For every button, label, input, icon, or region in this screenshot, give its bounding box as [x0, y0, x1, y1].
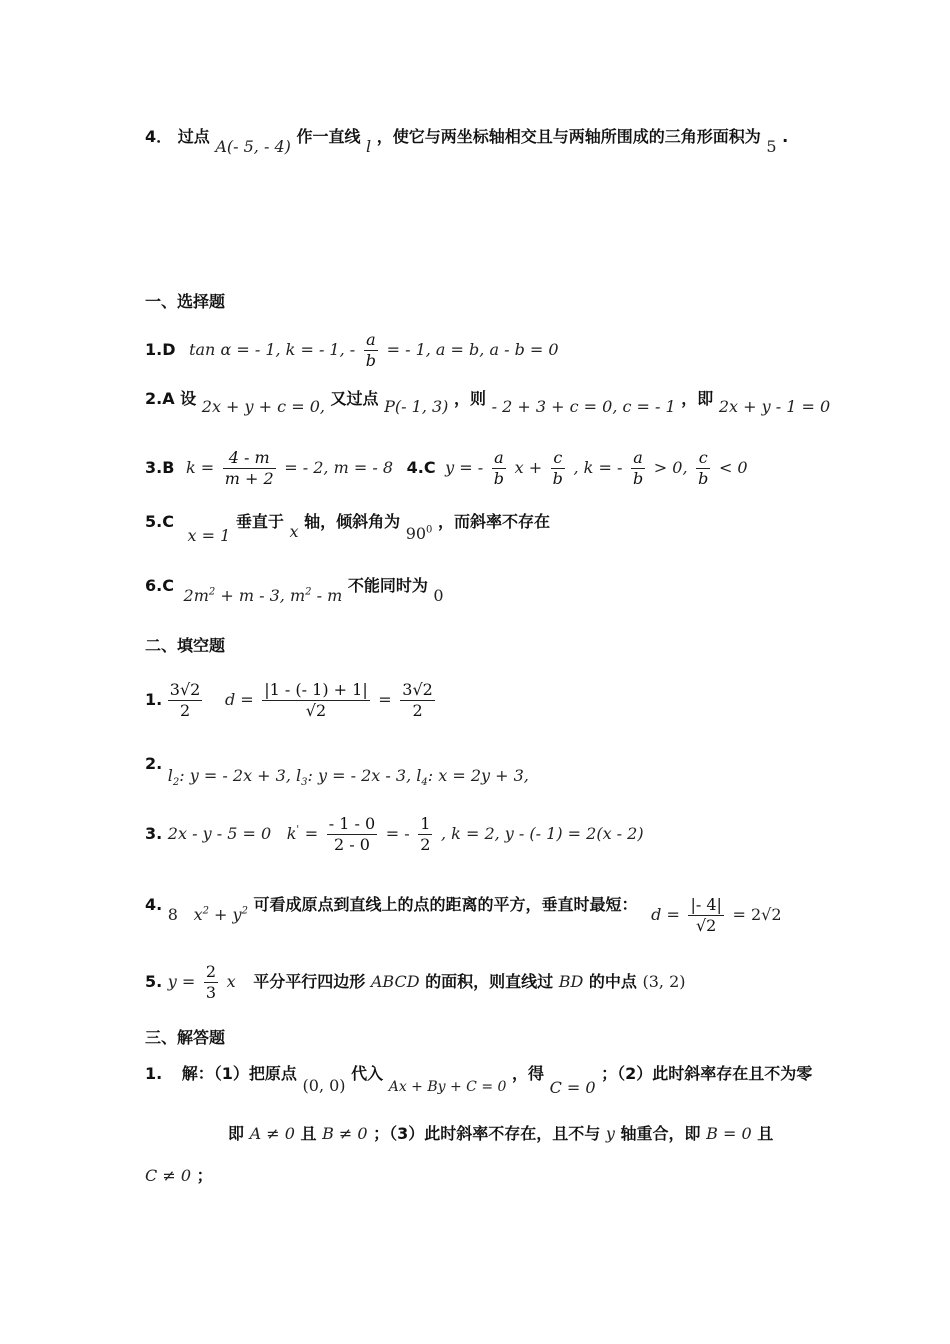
a15-math-3 [406, 524, 433, 543]
c31-math-2: Ax + By + C = 0 [388, 1079, 507, 1095]
a12-math-4: 2x + y - 1 = 0 [718, 397, 831, 416]
answer-1-2 [145, 386, 831, 416]
b25-math-5: (3, 2) [642, 972, 686, 991]
a11-fraction [364, 330, 378, 371]
b25-math-3: ABCD [370, 972, 420, 991]
a16-label: 6.C [145, 576, 174, 595]
q4-number: 4． [145, 127, 173, 146]
a16-m2: + m - 3, m [215, 586, 306, 605]
c31-text-9: 且 [757, 1124, 774, 1143]
b23-math-4: = - [385, 824, 410, 843]
b25-label: 5. [145, 972, 163, 991]
answer-3-1-line-2 [228, 1121, 773, 1144]
a12-label: 2.A [145, 389, 175, 408]
b22-math [167, 766, 529, 789]
c31-math-5: B ≠ 0 [322, 1124, 368, 1143]
q4-text-3: ，使它与两坐标轴相交且与两轴所围成的三角形面积为 [376, 127, 761, 146]
b24-y-sup: 2 [241, 905, 248, 917]
b24-eight: 8 [167, 905, 178, 924]
b23-f2-den: 2 [420, 835, 431, 854]
q4-text-1: 过点 [177, 127, 210, 146]
c31-text-8: 轴重合，即 [620, 1124, 701, 1143]
a14-f2-num: c [551, 448, 565, 469]
b24-math-5: = 2√2 [732, 905, 782, 924]
b25-frac-den: 3 [205, 983, 217, 1002]
b22-m1: l [167, 766, 173, 785]
a15-angle-sup: 0 [426, 524, 433, 536]
b24-math-4: d = [651, 905, 680, 924]
b22-m2: : y = - 2x + 3, l [179, 766, 302, 785]
b23-fraction-2 [418, 814, 432, 855]
a12-math-3: - 2 + 3 + c = 0, c = - 1 [491, 397, 676, 416]
b25-math-2: x [226, 972, 236, 991]
a14-label: 4.C [406, 458, 436, 477]
a15-text-3: ，而斜率不存在 [438, 512, 551, 531]
b22-s2: 3 [301, 777, 308, 789]
a15-math-2: x [289, 522, 299, 541]
a14-math-3: , k = - [573, 458, 623, 477]
a13-math-pre: k = [185, 458, 215, 477]
a14-f4-num: c [696, 448, 710, 469]
answer-2-4 [145, 885, 782, 935]
a13-frac-num: 4 - m [223, 448, 276, 469]
answer-1-3-1-4 [145, 448, 748, 489]
answer-3-1-line-3 [145, 1163, 213, 1186]
b21-fraction-1 [168, 680, 203, 721]
c31-math-3: C = 0 [549, 1078, 596, 1097]
b23-fraction-1 [327, 814, 377, 855]
a11-frac-den: b [365, 351, 377, 370]
answer-1-6 [145, 573, 444, 605]
b23-f2-num: 1 [420, 814, 431, 833]
section-solve-heading: 三、解答题 [145, 1028, 226, 1047]
section-choice-heading: 一、选择题 [145, 292, 226, 311]
a13-fraction [223, 448, 276, 489]
a14-f2-den: b [552, 469, 563, 488]
b22-m4: : x = 2y + 3, [427, 766, 529, 785]
a14-math-1: y = - [445, 458, 484, 477]
b25-text-2: 的面积，则直线过 [425, 972, 554, 991]
b24-frac-num: |- 4| [690, 895, 722, 914]
a12-math-2: P(- 1, 3) [384, 397, 449, 416]
a15-text-1: 垂直于 [235, 512, 284, 531]
b21-math-2: = [378, 690, 392, 709]
a16-m3: - m [311, 586, 343, 605]
b21-f2-den: √2 [305, 701, 327, 720]
a12-text-1: 设 [180, 389, 197, 408]
q4-point-a: A(- 5, - 4) [215, 137, 291, 156]
a16-m1: 2m [183, 586, 209, 605]
answer-1-1 [145, 330, 559, 371]
b23-label: 3. [145, 824, 163, 843]
a14-f1-num: a [492, 448, 506, 469]
a16-text-1: 不能同时为 [347, 576, 428, 595]
b24-expr [194, 905, 248, 924]
a11-math-post: = - 1, a = b, a - b = 0 [386, 340, 559, 359]
a13-frac-den: m + 2 [224, 469, 274, 488]
b21-f3-num: 3√2 [402, 680, 433, 699]
c31-text-10: ； [196, 1166, 213, 1185]
a14-f4-den: b [698, 469, 709, 488]
b21-label: 1. [145, 690, 163, 709]
b23-f1-den: 2 - 0 [333, 835, 370, 854]
b23-k: k [286, 824, 297, 843]
a16-m1-sup: 2 [208, 586, 216, 598]
b24-frac-den: √2 [695, 916, 717, 935]
a12-math-1: 2x + y + c = 0, [201, 397, 325, 416]
c31-text-6: 且 [300, 1124, 317, 1143]
a12-text-2: 又过点 [330, 389, 379, 408]
a14-math-5: < 0 [718, 458, 748, 477]
a15-label: 5.C [145, 512, 174, 531]
a15-angle: 90 [405, 524, 427, 543]
a14-math-4: > 0, [653, 458, 688, 477]
a11-label: 1.D [145, 340, 176, 359]
a14-fraction-1 [492, 448, 506, 489]
b22-s3: 4 [421, 777, 428, 789]
b22-s1: 2 [172, 777, 180, 789]
b25-frac-num: 2 [205, 962, 217, 981]
a16-m2-sup: 2 [305, 586, 312, 598]
a16-zero: 0 [433, 586, 444, 605]
b23-math-3: = [304, 824, 319, 843]
b23-math-5: , k = 2, y - (- 1) = 2(x - 2) [441, 824, 644, 843]
c31-text-3: ，得 [512, 1064, 545, 1083]
a11-math-pre: tan α = - 1, k = - 1, - [189, 340, 356, 359]
b24-label: 4. [145, 895, 163, 914]
b23-f1-num: - 1 - 0 [328, 814, 376, 833]
c31-text-1: 解：（1）把原点 [181, 1064, 297, 1083]
a14-fraction-4 [696, 448, 710, 489]
a14-f1-den: b [493, 469, 504, 488]
b24-fraction [688, 895, 723, 936]
question-4-line [145, 124, 789, 156]
b23-k-prime: ' [296, 824, 300, 836]
a12-text-3: ，则 [454, 389, 487, 408]
b21-f3-den: 2 [412, 701, 423, 720]
answer-2-1 [145, 680, 438, 721]
a12-text-4: ，即 [681, 389, 714, 408]
b24-y: + y [208, 905, 242, 924]
q4-text-4: . [782, 127, 789, 146]
a16-math [184, 586, 343, 605]
answer-1-5 [145, 509, 551, 545]
b25-math-1: y = [167, 972, 196, 991]
q4-line-l: l [366, 137, 372, 156]
a14-math-2: x + [514, 458, 543, 477]
a14-f3-num: a [631, 448, 645, 469]
b23-math-2 [287, 824, 299, 843]
c31-math-8: C ≠ 0 [145, 1166, 191, 1185]
a13-label: 3.B [145, 458, 175, 477]
c31-label: 1. [145, 1064, 163, 1083]
b22-m3: : y = - 2x - 3, l [307, 766, 422, 785]
b24-x-sup: 2 [202, 905, 209, 917]
a13-math-post: = - 2, m = - 8 [284, 458, 394, 477]
a14-f3-den: b [632, 469, 644, 488]
a14-fraction-3 [631, 448, 645, 489]
b21-math-1: d = [224, 690, 254, 709]
b21-f2-num: |1 - (- 1) + 1| [264, 680, 368, 699]
q4-area: 5 [766, 137, 777, 156]
b21-f1-num: 3√2 [169, 680, 201, 699]
c31-text-4: ；（2）此时斜率存在且不为零 [601, 1064, 813, 1083]
b21-fraction-2 [262, 680, 369, 721]
c31-text-5: 即 [228, 1124, 245, 1143]
c31-text-7: ；（3）此时斜率不存在，且不与 [373, 1124, 601, 1143]
answer-2-3 [145, 814, 644, 855]
b25-fraction [204, 962, 218, 1003]
a15-text-2: 轴，倾斜角为 [304, 512, 401, 531]
c31-text-2: 代入 [351, 1064, 384, 1083]
b25-text-3: 的中点 [588, 972, 637, 991]
a14-fraction-2 [551, 448, 565, 489]
q4-text-2: 作一直线 [296, 127, 361, 146]
answer-2-2 [145, 754, 529, 789]
b24-x: x [193, 905, 203, 924]
b24-text-1: 可看成原点到直线上的点的距离的平方，垂直时最短： [253, 895, 638, 914]
answer-3-1-line-1 [145, 1061, 813, 1097]
b25-math-4: BD [558, 972, 584, 991]
c31-math-7: B = 0 [706, 1124, 752, 1143]
b23-math-1: 2x - y - 5 = 0 [167, 824, 272, 843]
c31-math-4: A ≠ 0 [249, 1124, 295, 1143]
c31-math-1: (0, 0) [302, 1076, 346, 1095]
b25-text-1: 平分平行四边形 [253, 972, 366, 991]
b21-f1-den: 2 [179, 701, 191, 720]
answer-2-5 [145, 962, 686, 1003]
b22-label: 2. [145, 754, 163, 773]
section-fill-heading: 二、填空题 [145, 636, 226, 655]
b21-fraction-3 [400, 680, 435, 721]
a15-math-1: x = 1 [187, 526, 231, 545]
a11-frac-num: a [364, 330, 378, 351]
c31-math-6: y [605, 1124, 615, 1143]
